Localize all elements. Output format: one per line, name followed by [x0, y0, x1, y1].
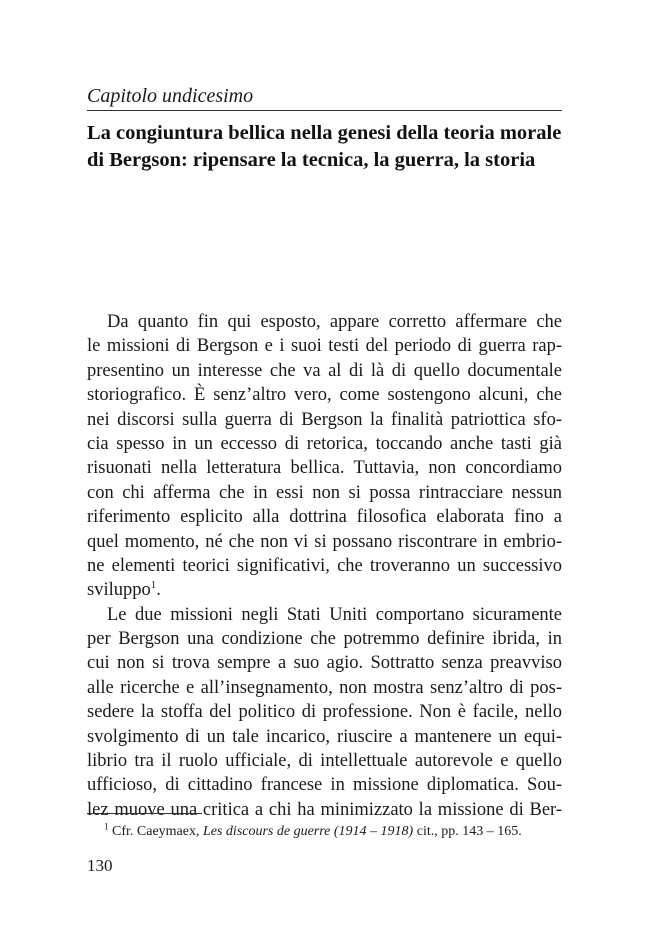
text-line: per Bergson una condizione che potremmo definire ibrida, in [87, 629, 562, 650]
text-line: nei discorsi sulla guerra di Bergson la finalità patriottica sfo- [87, 409, 562, 430]
footnote-marker: 1 [104, 821, 109, 832]
text-line: presentino un interesse che va al di là di quello documentale [87, 360, 562, 381]
page-number: 130 [87, 856, 113, 875]
text-line: cia spesso in un eccesso di retorica, toccando anche tasti già [87, 433, 562, 454]
footnote-title: Les discours de guerre (1914 – 1918) [202, 824, 414, 839]
chapter-title [87, 120, 567, 174]
text-line: sedere la stoffa del politico di professione. Non è facile, nello [87, 702, 562, 723]
text-line: risuonati nella letteratura bellica. Tuttavia, non concordiamo [87, 458, 562, 479]
text-line: ufficioso, di cittadino francese in missione diplomatica. Sou- [87, 775, 562, 796]
footnote-reference[interactable]: 1 [150, 579, 157, 592]
text-line: lez muove una critica a chi ha minimizzato la missione di Ber- [87, 799, 562, 820]
chapter-title-line: di Bergson: ripensare la tecnica, la guerra, la storia [87, 149, 536, 171]
text-line: svolgimento di un tale incarico, riuscire a mantenere un equi- [87, 726, 562, 747]
body-text [87, 310, 562, 822]
footnote-rule [87, 813, 202, 814]
text-line: con chi afferma che in essi non si possa rintracciare nessun [87, 482, 562, 503]
text-line: Da quanto fin qui esposto, appare corretto affermare che [107, 312, 562, 332]
sentence-end: . [156, 580, 161, 601]
text-line: le missioni di Bergson e i suoi testi del periodo di guerra rap- [87, 336, 562, 357]
text-line: storiografico. È senz’altro vero, come sostengono alcuni, che [87, 385, 562, 406]
text-line: ne elementi teorici significativi, che troveranno un successivo [87, 555, 562, 576]
text-line: alle ricerche e all’insegnamento, non mostra senz’altro di pos- [87, 677, 562, 698]
footnote [104, 823, 522, 841]
text-line-content: sviluppo [87, 580, 151, 601]
footnote-prefix: Cfr. Caeymaex, [112, 824, 203, 839]
chapter-title-line: La congiuntura bellica nella genesi della teoria morale [87, 122, 562, 144]
footnote-suffix: cit., pp. 143 – 165. [413, 824, 522, 839]
text-line: cui non si trova sempre a suo agio. Sottratto senza preavviso [87, 653, 562, 674]
text-line: Le due missioni negli Stati Uniti comportano sicuramente [107, 604, 562, 625]
text-line: librio tra il ruolo ufficiale, di intellettuale autorevole e quello [87, 751, 562, 772]
text-line-final [87, 578, 562, 602]
chapter-label: Capitolo undicesimo [87, 85, 254, 107]
text-line: quel momento, né che non vi si possano riscontrare in embrio- [87, 531, 562, 552]
text-line: riferimento esplicito alla dottrina filosofica elaborata fino a [87, 507, 562, 528]
chapter-rule [87, 110, 562, 111]
